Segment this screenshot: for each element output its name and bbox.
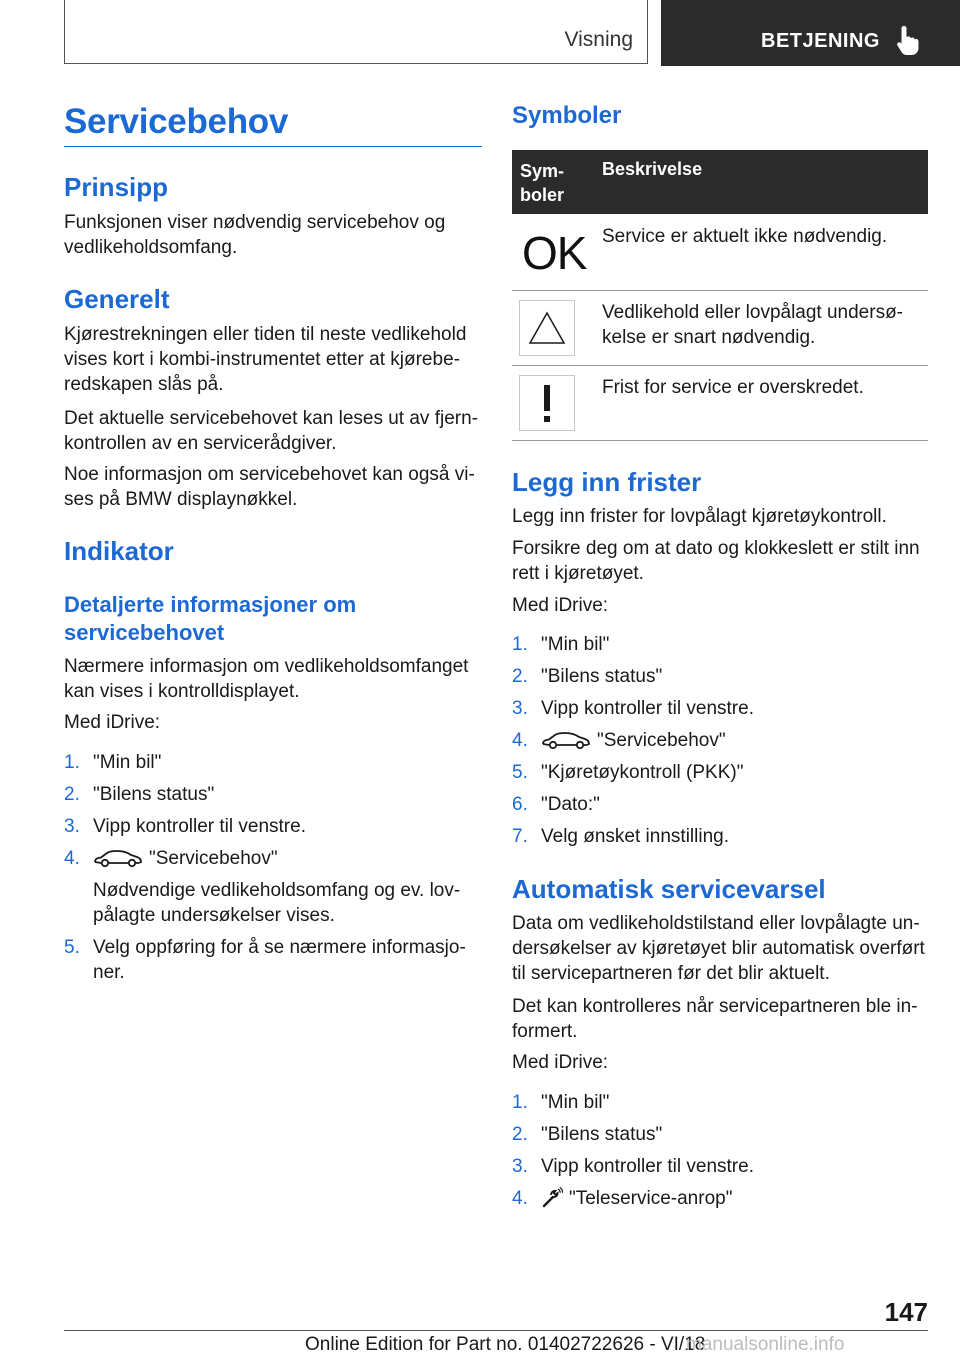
list-text: "Min bil" xyxy=(541,634,610,655)
list-number: 7. xyxy=(512,826,528,847)
teleservice-wrench-icon xyxy=(541,1187,563,1209)
list-number: 6. xyxy=(512,794,528,815)
list-number: 5. xyxy=(64,937,80,958)
frister-paragraph: Forsikre deg om at dato og klokkeslett er stilt inn rett i kjøretøyet. xyxy=(512,538,920,584)
list-number: 4. xyxy=(512,730,528,751)
list-text: "Servicebehov" xyxy=(149,848,278,869)
indikator-heading: Indikator xyxy=(64,536,174,566)
list-text: "Min bil" xyxy=(93,752,162,773)
automatisk-paragraph: Det kan kontrolleres når servicepartneren ble in-formert. xyxy=(512,996,918,1042)
list-text: "Min bil" xyxy=(541,1092,610,1113)
car-icon xyxy=(93,848,143,868)
table-row xyxy=(512,214,928,291)
list-text: "Bilens status" xyxy=(93,784,215,805)
symbol-description: Vedlikehold eller lovpålagt undersø-kelse er snart nødvendig. xyxy=(602,302,904,348)
list-text: "Kjøretøykontroll (PKK)" xyxy=(541,762,744,783)
symbols-table-header xyxy=(512,150,928,214)
page-title: Servicebehov xyxy=(64,102,289,141)
header-chapter-title: BETJENING xyxy=(761,30,880,52)
prinsipp-heading: Prinsipp xyxy=(64,172,169,202)
list-number: 4. xyxy=(512,1188,528,1209)
hand-pointer-icon xyxy=(895,24,921,56)
ok-symbol: OK xyxy=(522,227,587,279)
frister-heading: Legg inn frister xyxy=(512,467,702,497)
symbol-description: Service er aktuelt ikke nødvendig. xyxy=(602,226,888,247)
with-idrive-label: Med iDrive: xyxy=(512,595,609,616)
list-text: Nødvendige vedlikeholdsomfang og ev. lov-pålagte undersøkelser vises. xyxy=(93,880,461,926)
generelt-paragraph: Det aktuelle servicebehovet kan leses ut av fjern-kontrollen av en servicerådgiver. xyxy=(64,408,478,454)
list-number: 2. xyxy=(64,784,80,805)
column-header-symbol: Sym-boler xyxy=(520,161,565,205)
symbol-description: Frist for service er overskredet. xyxy=(602,377,864,398)
car-icon xyxy=(541,730,591,750)
generelt-heading: Generelt xyxy=(64,284,170,314)
list-text: "Bilens status" xyxy=(541,1124,663,1145)
title-rule xyxy=(64,146,482,147)
list-text: Vipp kontroller til venstre. xyxy=(541,698,754,719)
edition-text: Online Edition for Part no. 01402722626 - VI/18 xyxy=(305,1334,706,1355)
table-row xyxy=(512,290,928,366)
with-idrive-label: Med iDrive: xyxy=(512,1052,609,1073)
list-text: Velg ønsket innstilling. xyxy=(541,826,729,847)
automatisk-heading: Automatisk servicevarsel xyxy=(512,874,826,904)
frister-paragraph: Legg inn frister for lovpålagt kjøretøykontroll. xyxy=(512,506,887,527)
list-number: 1. xyxy=(512,1092,528,1113)
list-number: 5. xyxy=(512,762,528,783)
column-header-description: Beskrivelse xyxy=(602,159,703,179)
list-text: "Servicebehov" xyxy=(597,730,726,751)
watermark-text: manualsonline.info xyxy=(686,1334,845,1355)
list-text: "Dato:" xyxy=(541,794,600,815)
list-number: 3. xyxy=(64,816,80,837)
indikator-intro: Nærmere informasjon om vedlikeholdsomfanget kan vises i kontrolldisplayet. xyxy=(64,656,469,702)
header-section-title: Visning xyxy=(564,28,633,51)
list-text: Velg oppføring for å se nærmere informasjo-ner. xyxy=(93,937,466,983)
symbol-frame xyxy=(519,300,575,356)
exclamation-icon xyxy=(520,376,574,430)
page-number: 147 xyxy=(884,1297,928,1327)
list-number: 3. xyxy=(512,1156,528,1177)
list-number: 1. xyxy=(64,752,80,773)
table-row xyxy=(512,365,928,441)
footer-rule xyxy=(64,1330,928,1331)
list-text: Vipp kontroller til venstre. xyxy=(93,816,306,837)
generelt-paragraph: Kjørestrekningen eller tiden til neste vedlikehold vises kort i kombi-instrumentet etter at kjørebe-redskapen slås på. xyxy=(64,324,467,395)
warning-triangle-icon xyxy=(520,301,574,355)
header-chapter-box xyxy=(661,0,960,66)
list-number: 4. xyxy=(64,848,80,869)
page-header xyxy=(0,0,960,66)
list-text: Vipp kontroller til venstre. xyxy=(541,1156,754,1177)
list-number: 3. xyxy=(512,698,528,719)
prinsipp-text: Funksjonen viser nødvendig servicebehov og vedlikeholdsomfang. xyxy=(64,212,446,258)
list-number: 1. xyxy=(512,634,528,655)
indikator-subheading: Detaljerte informasjoner om servicebehovet xyxy=(64,592,357,645)
symbols-heading: Symboler xyxy=(512,102,622,129)
automatisk-paragraph: Data om vedlikeholdstilstand eller lovpålagte un-dersøkelser av kjøretøyet blir automatisk overført til servicepartneren før det blir aktuelt. xyxy=(512,913,925,984)
generelt-paragraph: Noe informasjon om servicebehovet kan også vi-ses på BMW displaynøkkel. xyxy=(64,464,475,510)
list-number: 2. xyxy=(512,666,528,687)
list-text: "Teleservice-anrop" xyxy=(569,1188,733,1209)
list-text: "Bilens status" xyxy=(541,666,663,687)
list-number: 2. xyxy=(512,1124,528,1145)
with-idrive-label: Med iDrive: xyxy=(64,712,161,733)
symbol-frame xyxy=(519,375,575,431)
header-section-box xyxy=(64,0,648,64)
